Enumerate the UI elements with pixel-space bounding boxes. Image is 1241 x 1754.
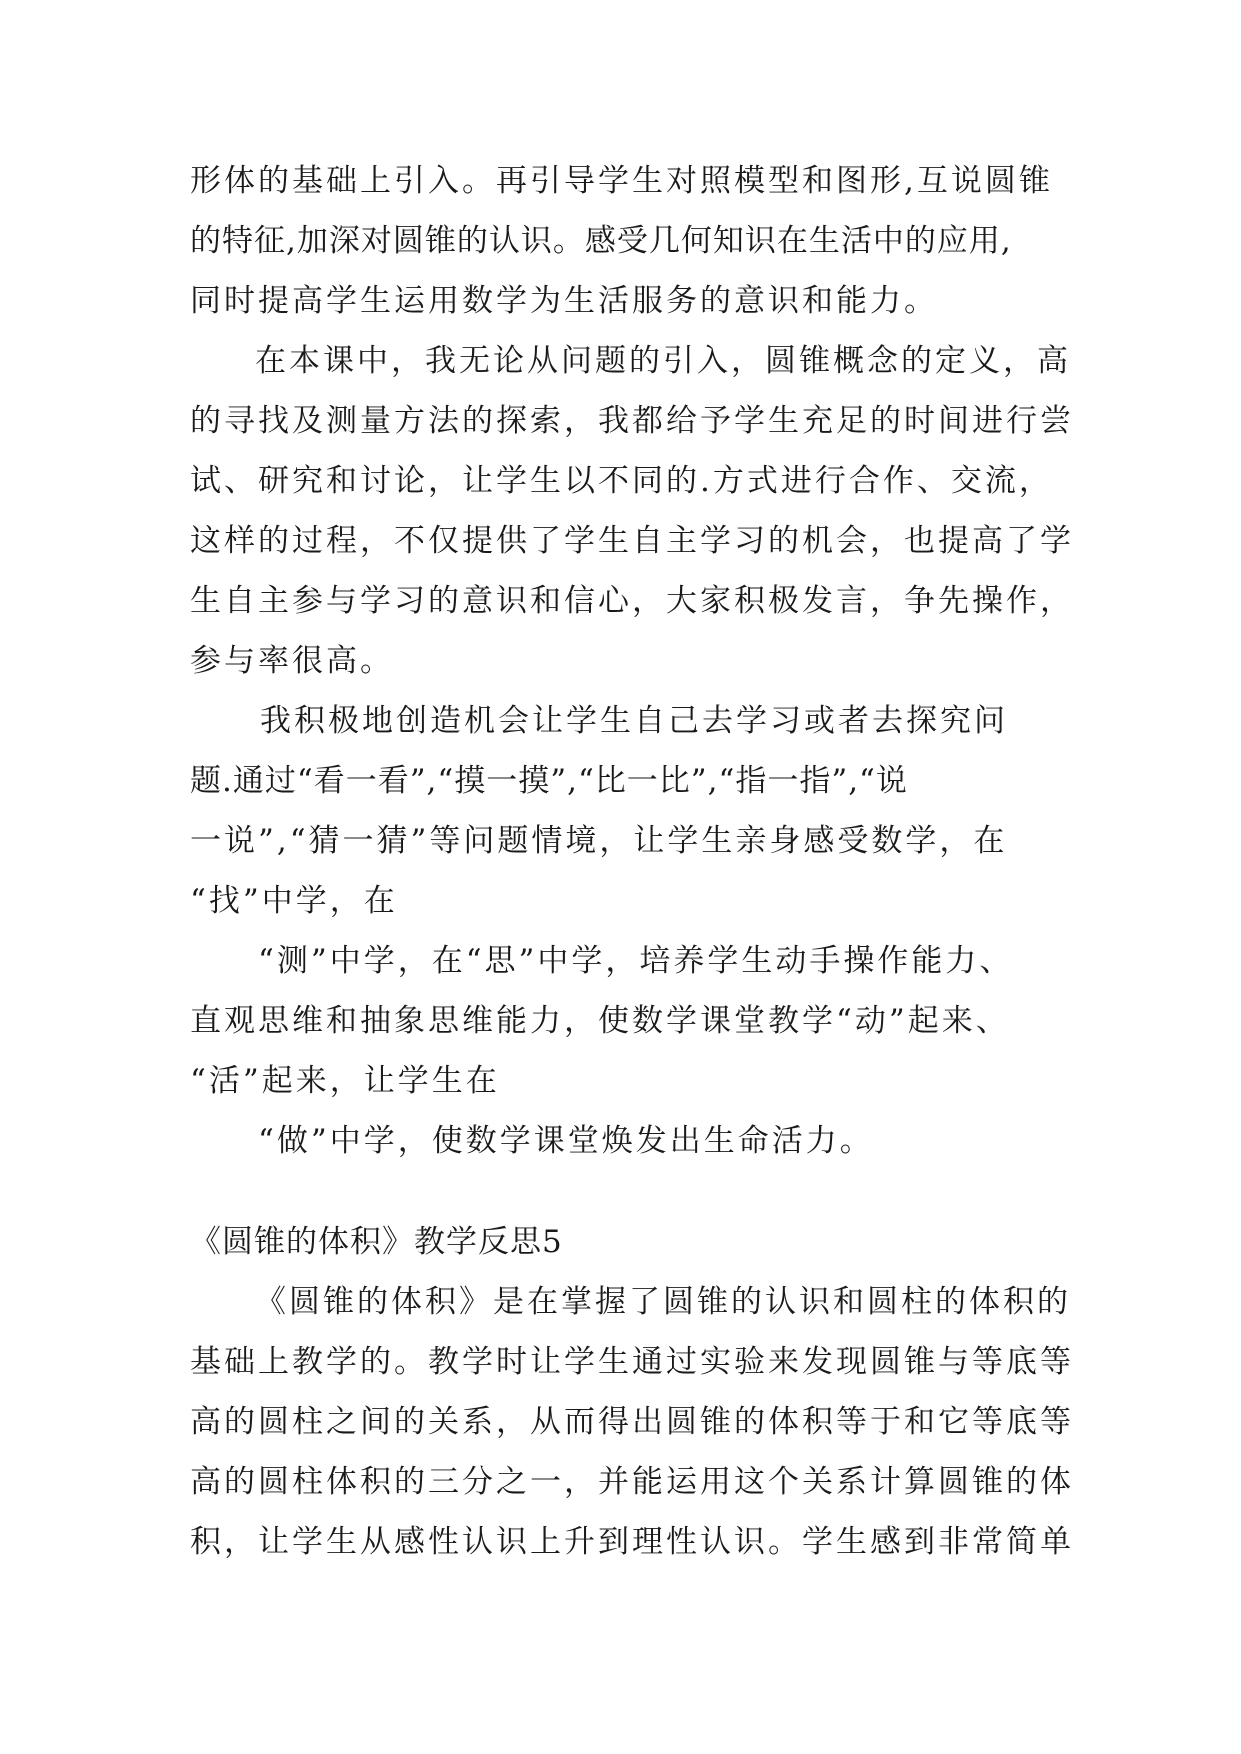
body-line: “做”中学，使数学课堂焕发出生命活力。 (258, 1123, 874, 1159)
body-line: 《圆锥的体积》是在掌握了圆锥的认识和圆柱的体积的 (255, 1284, 1071, 1320)
body-line: 形体的基础上引入。再引导学生对照模型和图形,互说圆锥 (190, 163, 1053, 199)
section-heading: 《圆锥的体积》教学反思5 (190, 1224, 563, 1260)
body-line: 生自主参与学习的意识和信心，大家积极发言，争先操作， (190, 583, 1074, 619)
body-line: 参与率很高。 (190, 643, 394, 679)
body-line: 我积极地创造机会让学生自己去学习或者去探究问 (260, 703, 1008, 739)
body-line: 的特征,加深对圆锥的认识。感受几何知识在生活中的应用, (190, 223, 1012, 259)
body-line: 高的圆柱体积的三分之一，并能运用这个关系计算圆锥的体 (190, 1464, 1074, 1500)
body-line: 一说”,“猜一猜”等问题情境，让学生亲身感受数学，在 (190, 823, 1008, 859)
body-line: 直观思维和抽象思维能力，使数学课堂教学“动”起来、 (190, 1003, 1010, 1039)
body-line: 这样的过程，不仅提供了学生自主学习的机会，也提高了学 (190, 523, 1074, 559)
body-line: 高的圆柱之间的关系，从而得出圆锥的体积等于和它等底等 (190, 1404, 1074, 1440)
body-line: 积，让学生从感性认识上升到理性认识。学生感到非常简单 (190, 1524, 1074, 1560)
body-line: 在本课中，我无论从问题的引入，圆锥概念的定义，高 (255, 343, 1071, 379)
body-line: “测”中学，在“思”中学，培养学生动手操作能力、 (258, 943, 1014, 979)
body-line: 基础上教学的。教学时让学生通过实验来发现圆锥与等底等 (190, 1344, 1074, 1380)
body-line: 试、研究和讨论，让学生以不同的.方式进行合作、交流， (190, 463, 1053, 499)
body-line: “找”中学，在 (190, 883, 398, 919)
body-line: 同时提高学生运用数学为生活服务的意识和能力。 (190, 283, 938, 319)
body-line: “活”起来，让学生在 (190, 1063, 500, 1099)
body-line: 的寻找及测量方法的探索，我都给予学生充足的时间进行尝 (190, 403, 1074, 439)
body-line: 题.通过“看一看”,“摸一摸”,“比一比”,“指一指”,“说 (190, 763, 908, 799)
